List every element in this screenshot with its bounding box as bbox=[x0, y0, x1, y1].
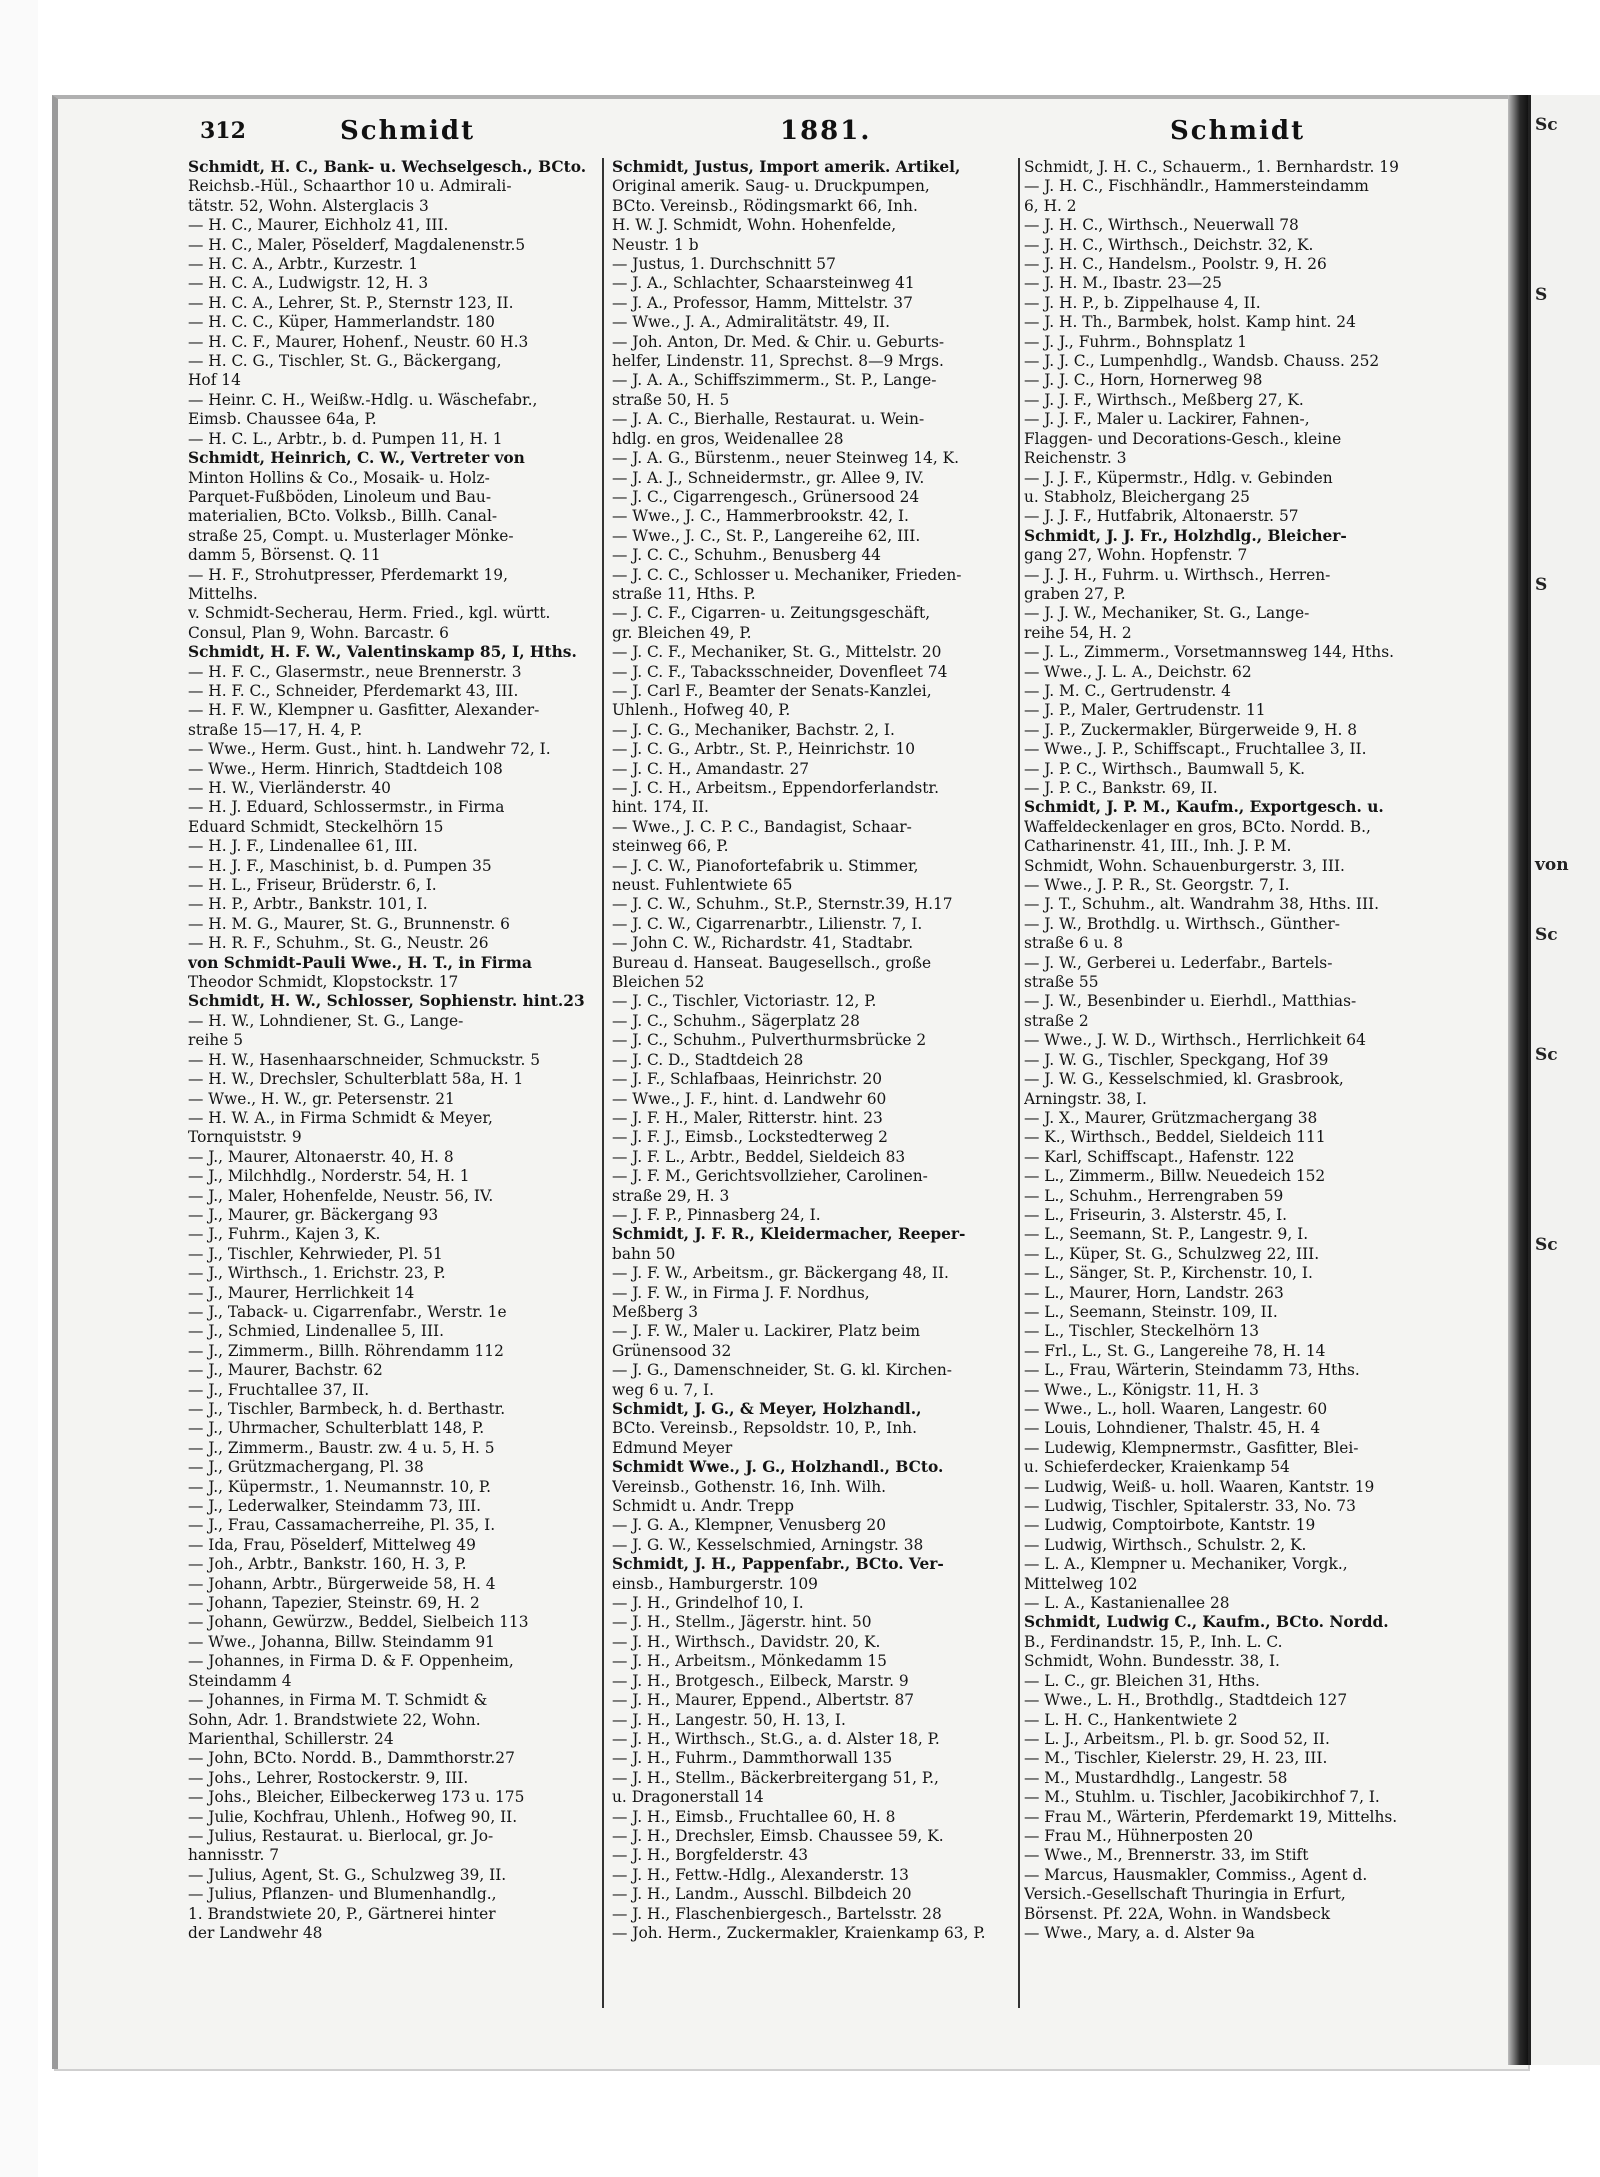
next-page-fragment: Sc bbox=[1535, 1235, 1558, 1255]
directory-entry: — L., Küper, St. G., Schulzweg 22, III. bbox=[1024, 1244, 1320, 1263]
directory-entry: reihe 5 bbox=[188, 1031, 244, 1050]
directory-entry: — J. A. G., Bürstenm., neuer Steinweg 14, K. bbox=[612, 449, 960, 468]
directory-entry: — Frl., L., St. G., Langereihe 78, H. 14 bbox=[1024, 1341, 1326, 1360]
directory-entry: Eimsb. Chaussee 64a, P. bbox=[188, 410, 377, 429]
directory-entry: Mittelhs. bbox=[188, 584, 258, 603]
directory-entry: Schmidt, Ludwig C., Kaufm., BCto. Nordd. bbox=[1024, 1613, 1389, 1632]
directory-entry: — L., Sänger, St. P., Kirchenstr. 10, I. bbox=[1024, 1264, 1313, 1283]
directory-entry: — H. P., Arbtr., Bankstr. 101, I. bbox=[188, 895, 428, 914]
page-number: 312 bbox=[200, 118, 246, 144]
directory-entry: — K., Wirthsch., Beddel, Sieldeich 111 bbox=[1024, 1128, 1326, 1147]
directory-entry: von Schmidt-Pauli Wwe., H. T., in Firma bbox=[188, 953, 532, 972]
directory-entry: — J. H., Stellm., Jägerstr. hint. 50 bbox=[612, 1613, 872, 1632]
scan-margin bbox=[0, 0, 38, 2177]
directory-entry: — J. G., Damenschneider, St. G. kl. Kirchen- bbox=[612, 1361, 952, 1380]
directory-entry: — J. C., Schuhm., Pulverthurmsbrücke 2 bbox=[612, 1031, 927, 1050]
directory-entry: — Wwe., J. W. D., Wirthsch., Herrlichkeit 64 bbox=[1024, 1031, 1366, 1050]
directory-entry: — L., Tischler, Steckelhörn 13 bbox=[1024, 1322, 1260, 1341]
directory-entry: — J. J. C., Horn, Hornerweg 98 bbox=[1024, 371, 1263, 390]
directory-entry: Schmidt, Wohn. Schauenburgerstr. 3, III. bbox=[1024, 856, 1345, 875]
directory-entry: — H. F. C., Glasermstr., neue Brennerstr. 3 bbox=[188, 662, 522, 681]
directory-entry: — J. H., Arbeitsm., Mönkedamm 15 bbox=[612, 1652, 887, 1671]
directory-entry: — J. A., Schlachter, Schaarsteinweg 41 bbox=[612, 274, 915, 293]
directory-entry: Börsenst. Pf. 22A, Wohn. in Wandsbeck bbox=[1024, 1904, 1331, 1923]
directory-entry: Mittelweg 102 bbox=[1024, 1574, 1138, 1593]
directory-entry: — Marcus, Hausmakler, Commiss., Agent d. bbox=[1024, 1865, 1368, 1884]
directory-entry: — H. W. A., in Firma Schmidt & Meyer, bbox=[188, 1108, 493, 1127]
directory-entry: — Johann, Gewürzw., Beddel, Sielbeich 113 bbox=[188, 1613, 529, 1632]
directory-entry: — J. M. C., Gertrudenstr. 4 bbox=[1024, 681, 1231, 700]
directory-entry: — Heinr. C. H., Weißw.-Hdlg. u. Wäschefabr., bbox=[188, 390, 538, 409]
next-page-fragment: Sc bbox=[1535, 925, 1558, 945]
directory-entry: — J. H. C., Fischhändlr., Hammersteindamm bbox=[1024, 177, 1369, 196]
directory-entry: — H. L., Friseur, Brüderstr. 6, I. bbox=[188, 876, 437, 895]
directory-entry: — L. C., gr. Bleichen 31, Hths. bbox=[1024, 1671, 1260, 1690]
directory-entry: Schmidt, J. J. Fr., Holzhdlg., Bleicher- bbox=[1024, 526, 1347, 545]
directory-entry: — J. C. G., Arbtr., St. P., Heinrichstr. 10 bbox=[612, 740, 916, 759]
directory-entry: — Wwe., Herm. Hinrich, Stadtdeich 108 bbox=[188, 759, 503, 778]
directory-entry: — H. C., Maler, Pöselderf, Magdalenenstr.5 bbox=[188, 235, 526, 254]
next-page-fragment: S bbox=[1535, 575, 1548, 595]
directory-entry: straße 2 bbox=[1024, 1011, 1089, 1030]
directory-entry: — J. P. C., Wirthsch., Baumwall 5, K. bbox=[1024, 759, 1306, 778]
directory-entry: — L., Seemann, St. P., Langestr. 9, I. bbox=[1024, 1225, 1309, 1244]
directory-entry: straße 55 bbox=[1024, 973, 1099, 992]
directory-entry: Steindamm 4 bbox=[188, 1671, 292, 1690]
directory-entry: Grünensood 32 bbox=[612, 1341, 732, 1360]
directory-entry: — L. A., Kastanienallee 28 bbox=[1024, 1594, 1230, 1613]
directory-entry: — Julius, Agent, St. G., Schulzweg 39, II. bbox=[188, 1865, 507, 1884]
directory-entry: — J. C. H., Amandastr. 27 bbox=[612, 759, 810, 778]
directory-entry: — J. C. C., Schuhm., Benusberg 44 bbox=[612, 546, 881, 565]
directory-entry: Marienthal, Schillerstr. 24 bbox=[188, 1729, 394, 1748]
directory-entry: u. Schieferdecker, Kraienkamp 54 bbox=[1024, 1458, 1290, 1477]
directory-entry: — J. F. L., Arbtr., Beddel, Sieldeich 83 bbox=[612, 1147, 906, 1166]
directory-entry: — J. H., Grindelhof 10, I. bbox=[612, 1594, 804, 1613]
directory-entry: — Louis, Lohndiener, Thalstr. 45, H. 4 bbox=[1024, 1419, 1321, 1438]
directory-entry: — M., Mustardhdlg., Langestr. 58 bbox=[1024, 1768, 1288, 1787]
directory-entry: — J. C. F., Tabacksschneider, Dovenfleet 74 bbox=[612, 662, 948, 681]
directory-entry: Parquet-Fußböden, Linoleum und Bau- bbox=[188, 487, 492, 506]
directory-entry: — J. H. C., Handelsm., Poolstr. 9, H. 26 bbox=[1024, 255, 1327, 274]
directory-entry: — H. C. G., Tischler, St. G., Bäckergang, bbox=[188, 352, 502, 371]
directory-entry: — Julie, Kochfrau, Uhlenh., Hofweg 90, II. bbox=[188, 1807, 518, 1826]
directory-entry: — J., Maurer, Altonaerstr. 40, H. 8 bbox=[188, 1147, 454, 1166]
directory-entry: hdlg. en gros, Weidenallee 28 bbox=[612, 429, 844, 448]
directory-entry: straße 50, H. 5 bbox=[612, 390, 730, 409]
book-gutter bbox=[1508, 95, 1528, 2065]
directory-entry: — H. C., Maurer, Eichholz 41, III. bbox=[188, 216, 449, 235]
directory-entry: — H. J. Eduard, Schlossermstr., in Firma bbox=[188, 798, 505, 817]
directory-entry: — J. H. Th., Barmbek, holst. Kamp hint. 24 bbox=[1024, 313, 1356, 332]
directory-entry: — J. C., Schuhm., Sägerplatz 28 bbox=[612, 1011, 860, 1030]
directory-entry: — H. W., Lohndiener, St. G., Lange- bbox=[188, 1011, 464, 1030]
directory-entry: — J. C. D., Stadtdeich 28 bbox=[612, 1050, 804, 1069]
directory-entry: — L. A., Klempner u. Mechaniker, Vorgk., bbox=[1024, 1555, 1348, 1574]
directory-entry: — J. H., Maurer, Eppend., Albertstr. 87 bbox=[612, 1691, 915, 1710]
directory-entry: Sohn, Adr. 1. Brandstwiete 22, Wohn. bbox=[188, 1710, 481, 1729]
directory-entry: BCto. Vereinsb., Repsoldstr. 10, P., Inh. bbox=[612, 1419, 917, 1438]
directory-entry: — Johannes, in Firma M. T. Schmidt & bbox=[188, 1691, 488, 1710]
directory-entry: der Landwehr 48 bbox=[188, 1923, 323, 1942]
directory-entry: — J. H., Eimsb., Fruchtallee 60, H. 8 bbox=[612, 1807, 896, 1826]
directory-entry: — Wwe., Herm. Gust., hint. h. Landwehr 72, I. bbox=[188, 740, 551, 759]
directory-entry: — Ludwig, Tischler, Spitalerstr. 33, No. 73 bbox=[1024, 1497, 1356, 1516]
directory-entry: — J., Maurer, gr. Bäckergang 93 bbox=[188, 1205, 439, 1224]
directory-entry: — H. W., Drechsler, Schulterblatt 58a, H. 1 bbox=[188, 1070, 524, 1089]
directory-entry: — H. C. A., Arbtr., Kurzestr. 1 bbox=[188, 255, 419, 274]
directory-entry: — J. C. G., Mechaniker, Bachstr. 2, I. bbox=[612, 720, 895, 739]
directory-entry: Neustr. 1 b bbox=[612, 235, 699, 254]
directory-entry: — J. C. W., Cigarrenarbtr., Lilienstr. 7, I. bbox=[612, 914, 923, 933]
directory-entry: — J. H., Wirthsch., St.G., a. d. Alster 18, P. bbox=[612, 1729, 940, 1748]
directory-entry: materialien, BCto. Volksb., Billh. Canal- bbox=[188, 507, 498, 526]
directory-entry: — Wwe., J. L. A., Deichstr. 62 bbox=[1024, 662, 1252, 681]
directory-entry: — J. F., Schlafbaas, Heinrichstr. 20 bbox=[612, 1070, 883, 1089]
directory-entry: Versich.-Gesellschaft Thuringia in Erfurt, bbox=[1024, 1885, 1346, 1904]
directory-entry: — Johs., Lehrer, Rostockerstr. 9, III. bbox=[188, 1768, 469, 1787]
directory-entry: — J. X., Maurer, Grützmachergang 38 bbox=[1024, 1108, 1318, 1127]
directory-entry: — J., Uhrmacher, Schulterblatt 148, P. bbox=[188, 1419, 485, 1438]
directory-entry: — L., Friseurin, 3. Alsterstr. 45, I. bbox=[1024, 1205, 1288, 1224]
directory-entry: — J. J. F., Maler u. Lackirer, Fahnen-, bbox=[1024, 410, 1310, 429]
directory-entry: — J. A., Professor, Hamm, Mittelstr. 37 bbox=[612, 293, 913, 312]
page-header bbox=[60, 112, 1500, 152]
directory-entry: — Ludewig, Klempnermstr., Gasfitter, Blei- bbox=[1024, 1438, 1359, 1457]
directory-entry: H. W. J. Schmidt, Wohn. Hohenfelde, bbox=[612, 216, 897, 235]
directory-entry: — J. C., Cigarrengesch., Grünersood 24 bbox=[612, 487, 920, 506]
directory-entry: — J. F. J., Eimsb., Lockstedterweg 2 bbox=[612, 1128, 888, 1147]
directory-entry: — J. Carl F., Beamter der Senats-Kanzlei, bbox=[612, 681, 932, 700]
directory-entry: — John C. W., Richardstr. 41, Stadtabr. bbox=[612, 934, 914, 953]
directory-entry: — J. T., Schuhm., alt. Wandrahm 38, Hths. III. bbox=[1024, 895, 1380, 914]
directory-entry: — H. W., Hasenhaarschneider, Schmuckstr. 5 bbox=[188, 1050, 541, 1069]
directory-entry: — Wwe., L., Königstr. 11, H. 3 bbox=[1024, 1380, 1259, 1399]
directory-entry: straße 6 u. 8 bbox=[1024, 934, 1124, 953]
directory-entry: — J. C. F., Mechaniker, St. G., Mittelstr. 20 bbox=[612, 643, 942, 662]
directory-entry: Theodor Schmidt, Klopstockstr. 17 bbox=[188, 973, 459, 992]
directory-entry: Catharinenstr. 41, III., Inh. J. P. M. bbox=[1024, 837, 1292, 856]
directory-entry: — J. C. C., Schlosser u. Mechaniker, Frieden- bbox=[612, 565, 962, 584]
directory-entry: — M., Tischler, Kielerstr. 29, H. 23, III. bbox=[1024, 1749, 1328, 1768]
directory-entry: Schmidt, Justus, Import amerik. Artikel, bbox=[612, 158, 961, 176]
directory-entry: — J. C. F., Cigarren- u. Zeitungsgeschäft, bbox=[612, 604, 931, 623]
directory-entry: Bureau d. Hanseat. Baugesellsch., große bbox=[612, 953, 932, 972]
directory-entry: — L., Schuhm., Herrengraben 59 bbox=[1024, 1186, 1284, 1205]
directory-entry: — J. F. W., Maler u. Lackirer, Platz beim bbox=[612, 1322, 921, 1341]
next-page-fragment: Sc bbox=[1535, 115, 1558, 135]
directory-entry: — J. H., Landm., Ausschl. Bilbdeich 20 bbox=[612, 1885, 912, 1904]
directory-entry: Arningstr. 38, I. bbox=[1024, 1089, 1147, 1108]
directory-entry: Schmidt Wwe., J. G., Holzhandl., BCto. bbox=[612, 1458, 944, 1477]
directory-entry: — J. P., Zuckermakler, Bürgerweide 9, H. 8 bbox=[1024, 720, 1358, 739]
directory-entry: — J. C., Tischler, Victoriastr. 12, P. bbox=[612, 992, 877, 1011]
directory-entry: hint. 174, II. bbox=[612, 798, 709, 817]
directory-entry: — J., Frau, Cassamacherreihe, Pl. 35, I. bbox=[188, 1516, 496, 1535]
directory-entry: straße 29, H. 3 bbox=[612, 1186, 730, 1205]
directory-entry: — J. F. W., in Firma J. F. Nordhus, bbox=[612, 1283, 870, 1302]
directory-entry: — J. H. M., Ibastr. 23—25 bbox=[1024, 274, 1222, 293]
directory-entry: — J., Fruchtallee 37, II. bbox=[188, 1380, 370, 1399]
directory-entry: — J. A. C., Bierhalle, Restaurat. u. Wein- bbox=[612, 410, 925, 429]
directory-entry: 1. Brandstwiete 20, P., Gärtnerei hinter bbox=[188, 1904, 496, 1923]
year-heading: 1881. bbox=[780, 116, 872, 146]
directory-entry: — J. P., Maler, Gertrudenstr. 11 bbox=[1024, 701, 1266, 720]
directory-entry: — H. C. F., Maurer, Hohenf., Neustr. 60 H.3 bbox=[188, 332, 529, 351]
directory-entry: — J. C. H., Arbeitsm., Eppendorferlandstr. bbox=[612, 779, 939, 797]
directory-entry: — J., Fuhrm., Kajen 3, K. bbox=[188, 1225, 381, 1244]
directory-entry: — Wwe., J. C., St. P., Langereihe 62, III. bbox=[612, 526, 921, 545]
directory-entry: — Joh. Anton, Dr. Med. & Chir. u. Geburts- bbox=[612, 332, 945, 351]
directory-entry: — John, BCto. Nordd. B., Dammthorstr.27 bbox=[188, 1749, 515, 1768]
directory-entry: Tornquiststr. 9 bbox=[188, 1128, 302, 1147]
directory-entry: u. Dragonerstall 14 bbox=[612, 1788, 764, 1807]
directory-entry: — Johann, Tapezier, Steinstr. 69, H. 2 bbox=[188, 1594, 480, 1613]
directory-entry: Vereinsb., Gothenstr. 16, Inh. Wilh. bbox=[612, 1477, 887, 1496]
directory-entry: weg 6 u. 7, I. bbox=[612, 1380, 714, 1399]
directory-entry: — J. H., Fettw.-Hdlg., Alexanderstr. 13 bbox=[612, 1865, 909, 1884]
directory-entry: — J. H., Flaschenbiergesch., Bartelsstr. 28 bbox=[612, 1904, 942, 1923]
directory-entry: — J. A. J., Schneidermstr., gr. Allee 9, IV. bbox=[612, 468, 925, 487]
directory-entry: — J., Maurer, Bachstr. 62 bbox=[188, 1361, 383, 1380]
directory-entry: 6, H. 2 bbox=[1024, 196, 1077, 215]
directory-entry: B., Ferdinandstr. 15, P., Inh. L. C. bbox=[1024, 1632, 1283, 1651]
directory-entry: Eduard Schmidt, Steckelhörn 15 bbox=[188, 817, 444, 836]
directory-entry: — H. C. L., Arbtr., b. d. Pumpen 11, H. 1 bbox=[188, 429, 503, 448]
directory-entry: Hof 14 bbox=[188, 371, 241, 390]
directory-entry: — J. J. F., Wirthsch., Meßberg 27, K. bbox=[1024, 390, 1304, 409]
directory-entry: helfer, Lindenstr. 11, Sprechst. 8—9 Mrgs. bbox=[612, 352, 944, 371]
directory-entry: — J. H., Stellm., Bäckerbreitergang 51, P., bbox=[612, 1768, 939, 1787]
directory-entry: — H. F. C., Schneider, Pferdemarkt 43, III. bbox=[188, 681, 519, 700]
directory-entry: — Ida, Frau, Pöselderf, Mittelweg 49 bbox=[188, 1535, 476, 1554]
directory-entry: — Ludwig, Weiß- u. holl. Waaren, Kantstr. 19 bbox=[1024, 1477, 1375, 1496]
directory-entry: einsb., Hamburgerstr. 109 bbox=[612, 1574, 818, 1593]
left-running-head: Schmidt bbox=[340, 116, 476, 146]
directory-entry: — J. W., Gerberei u. Lederfabr., Bartels- bbox=[1024, 953, 1333, 972]
directory-entry: — M., Stuhlm. u. Tischler, Jacobikirchhof 7, I. bbox=[1024, 1788, 1380, 1807]
directory-entry: — J. H., Langestr. 50, H. 13, I. bbox=[612, 1710, 846, 1729]
directory-entry: — J. P. C., Bankstr. 69, II. bbox=[1024, 779, 1218, 797]
directory-entry: bahn 50 bbox=[612, 1244, 676, 1263]
next-page-fragment: von bbox=[1535, 855, 1569, 875]
directory-entry: Uhlenh., Hofweg 40, P. bbox=[612, 701, 791, 720]
directory-entry: — L., Zimmerm., Billw. Neuedeich 152 bbox=[1024, 1167, 1326, 1186]
directory-entry: reihe 54, H. 2 bbox=[1024, 623, 1132, 642]
directory-entry: — J. H. C., Wirthsch., Neuerwall 78 bbox=[1024, 216, 1299, 235]
directory-entry: — J. A. A., Schiffszimmerm., St. P., Lange- bbox=[612, 371, 937, 390]
column-rule bbox=[602, 158, 604, 2008]
directory-entry: steinweg 66, P. bbox=[612, 837, 729, 856]
directory-entry: gr. Bleichen 49, P. bbox=[612, 623, 752, 642]
directory-entry: — Wwe., J. P. R., St. Georgstr. 7, I. bbox=[1024, 876, 1290, 895]
directory-entry: — J. H. C., Wirthsch., Deichstr. 32, K. bbox=[1024, 235, 1314, 254]
directory-entry: — J. G. A., Klempner, Venusberg 20 bbox=[612, 1516, 886, 1535]
directory-entry: — H. M. G., Maurer, St. G., Brunnenstr. 6 bbox=[188, 914, 510, 933]
directory-entry: graben 27, P. bbox=[1024, 584, 1126, 603]
directory-entry: Meßberg 3 bbox=[612, 1302, 699, 1321]
directory-entry: — Ludwig, Comptoirbote, Kantstr. 19 bbox=[1024, 1516, 1316, 1535]
directory-entry: — Joh. Herm., Zuckermakler, Kraienkamp 63, P. bbox=[612, 1923, 986, 1942]
directory-entry: — H. C. C., Küper, Hammerlandstr. 180 bbox=[188, 313, 495, 332]
directory-entry: — Wwe., J. C., Hammerbrookstr. 42, I. bbox=[612, 507, 909, 526]
directory-entry: — H. F. W., Klempner u. Gasfitter, Alexander- bbox=[188, 701, 540, 720]
directory-entry: — J., Wirthsch., 1. Erichstr. 23, P. bbox=[188, 1264, 446, 1283]
directory-entry: v. Schmidt-Secherau, Herm. Fried., kgl. württ. bbox=[188, 604, 551, 623]
directory-entry: Schmidt, J. H. C., Schauerm., 1. Bernhardstr. 19 bbox=[1024, 158, 1399, 176]
directory-entry: — Wwe., J. C. P. C., Bandagist, Schaar- bbox=[612, 817, 912, 836]
directory-entry: — H. C. A., Lehrer, St. P., Sternstr 123, II. bbox=[188, 293, 514, 312]
directory-entry: BCto. Vereinsb., Rödingsmarkt 66, Inh. bbox=[612, 196, 918, 215]
directory-entry: Schmidt u. Andr. Trepp bbox=[612, 1497, 794, 1516]
directory-entry: — H. C. A., Ludwigstr. 12, H. 3 bbox=[188, 274, 429, 293]
directory-column-3 bbox=[1024, 158, 1502, 2038]
directory-entry: straße 11, Hths. P. bbox=[612, 584, 756, 603]
directory-entry: — Wwe., M., Brennerstr. 33, im Stift bbox=[1024, 1846, 1309, 1865]
directory-entry: — J. W., Besenbinder u. Eierhdl., Matthias- bbox=[1024, 992, 1357, 1011]
directory-entry: — Frau M., Hühnerposten 20 bbox=[1024, 1826, 1254, 1845]
next-page-fragment: S bbox=[1535, 285, 1548, 305]
directory-entry: — H. W., Vierländerstr. 40 bbox=[188, 779, 391, 797]
directory-entry: Schmidt, H. C., Bank- u. Wechselgesch., BCto. bbox=[188, 158, 586, 176]
directory-entry: — Wwe., J. P., Schiffscapt., Fruchtallee 3, II. bbox=[1024, 740, 1367, 759]
directory-entry: — J., Taback- u. Cigarrenfabr., Werstr. 1e bbox=[188, 1302, 507, 1321]
directory-entry: Schmidt, Heinrich, C. W., Vertreter von bbox=[188, 449, 525, 468]
directory-entry: — J. J. W., Mechaniker, St. G., Lange- bbox=[1024, 604, 1310, 623]
directory-entry: — J. H., Borgfelderstr. 43 bbox=[612, 1846, 809, 1865]
directory-entry: — J. J., Fuhrm., Bohnsplatz 1 bbox=[1024, 332, 1248, 351]
directory-entry: — Frau M., Wärterin, Pferdemarkt 19, Mittelhs. bbox=[1024, 1807, 1398, 1826]
directory-entry: — J., Schmied, Lindenallee 5, III. bbox=[188, 1322, 445, 1341]
directory-entry: — J. J. H., Fuhrm. u. Wirthsch., Herren- bbox=[1024, 565, 1331, 584]
directory-entry: — Karl, Schiffscapt., Hafenstr. 122 bbox=[1024, 1147, 1295, 1166]
directory-entry: — J. L., Zimmerm., Vorsetmannsweg 144, Hths. bbox=[1024, 643, 1394, 662]
directory-entry: — Julius, Pflanzen- und Blumenhandlg., bbox=[188, 1885, 497, 1904]
directory-entry: — H. J. F., Lindenallee 61, III. bbox=[188, 837, 418, 856]
directory-entry: — J., Küpermstr., 1. Neumannstr. 10, P. bbox=[188, 1477, 492, 1496]
directory-entry: — J., Zimmerm., Billh. Röhrendamm 112 bbox=[188, 1341, 504, 1360]
directory-entry: — J. H. P., b. Zippelhause 4, II. bbox=[1024, 293, 1261, 312]
directory-entry: — Wwe., J. F., hint. d. Landwehr 60 bbox=[612, 1089, 887, 1108]
directory-entry: — L., Seemann, Steinstr. 109, II. bbox=[1024, 1302, 1278, 1321]
directory-entry: Schmidt, J. H., Pappenfabr., BCto. Ver- bbox=[612, 1555, 944, 1574]
directory-entry: — J., Zimmerm., Baustr. zw. 4 u. 5, H. 5 bbox=[188, 1438, 495, 1457]
directory-entry: damm 5, Börsenst. Q. 11 bbox=[188, 546, 381, 565]
directory-entry: Flaggen- und Decorations-Gesch., kleine bbox=[1024, 429, 1342, 448]
next-page-fragment: Sc bbox=[1535, 1045, 1558, 1065]
directory-entry: — J. H., Brotgesch., Eilbeck, Marstr. 9 bbox=[612, 1671, 909, 1690]
directory-entry: — J. J. C., Lumpenhdlg., Wandsb. Chauss. 252 bbox=[1024, 352, 1380, 371]
directory-entry: — J. W. G., Tischler, Speckgang, Hof 39 bbox=[1024, 1050, 1329, 1069]
directory-entry: Schmidt, J. F. R., Kleidermacher, Reeper- bbox=[612, 1225, 966, 1244]
directory-entry: — J., Maler, Hohenfelde, Neustr. 56, IV. bbox=[188, 1186, 494, 1205]
directory-entry: — Joh., Arbtr., Bankstr. 160, H. 3, P. bbox=[188, 1555, 467, 1574]
directory-entry: — L., Frau, Wärterin, Steindamm 73, Hths. bbox=[1024, 1361, 1360, 1380]
directory-entry: — L. H. C., Hankentwiete 2 bbox=[1024, 1710, 1238, 1729]
directory-entry: straße 15—17, H. 4, P. bbox=[188, 720, 363, 739]
directory-entry: — J. H., Wirthsch., Davidstr. 20, K. bbox=[612, 1632, 881, 1651]
directory-entry: — J. W. G., Kesselschmied, kl. Grasbrook, bbox=[1024, 1070, 1344, 1089]
directory-entry: — J., Maurer, Herrlichkeit 14 bbox=[188, 1283, 415, 1302]
directory-entry: neust. Fuhlentwiete 65 bbox=[612, 876, 793, 895]
directory-entry: — H. F., Strohutpresser, Pferdemarkt 19, bbox=[188, 565, 508, 584]
directory-entry: — J. C. W., Schuhm., St.P., Sternstr.39, H.17 bbox=[612, 895, 953, 914]
directory-entry: — J. F. H., Maler, Ritterstr. hint. 23 bbox=[612, 1108, 883, 1127]
directory-entry: Schmidt, J. P. M., Kaufm., Exportgesch. u. bbox=[1024, 798, 1384, 817]
directory-entry: gang 27, Wohn. Hopfenstr. 7 bbox=[1024, 546, 1248, 565]
directory-entry: Consul, Plan 9, Wohn. Barcastr. 6 bbox=[188, 623, 449, 642]
directory-entry: — H. R. F., Schuhm., St. G., Neustr. 26 bbox=[188, 934, 489, 953]
right-running-head: Schmidt bbox=[1170, 116, 1306, 146]
directory-entry: Schmidt, Wohn. Bundesstr. 38, I. bbox=[1024, 1652, 1280, 1671]
directory-entry: — J., Grützmachergang, Pl. 38 bbox=[188, 1458, 424, 1477]
directory-entry: — Wwe., Johanna, Billw. Steindamm 91 bbox=[188, 1632, 495, 1651]
directory-entry: — Johs., Bleicher, Eilbeckerweg 173 u. 175 bbox=[188, 1788, 525, 1807]
directory-entry: tätstr. 52, Wohn. Alsterglacis 3 bbox=[188, 196, 429, 215]
directory-entry: — Julius, Restaurat. u. Bierlocal, gr. Jo- bbox=[188, 1826, 494, 1845]
directory-entry: — J. H., Fuhrm., Dammthorwall 135 bbox=[612, 1749, 893, 1768]
directory-entry: Original amerik. Saug- u. Druckpumpen, bbox=[612, 177, 930, 196]
directory-entry: u. Stabholz, Bleichergang 25 bbox=[1024, 487, 1250, 506]
directory-entry: — J. F. P., Pinnasberg 24, I. bbox=[612, 1205, 821, 1224]
directory-entry: — Johannes, in Firma D. & F. Oppenheim, bbox=[188, 1652, 514, 1671]
directory-entry: — Wwe., L. H., Brothdlg., Stadtdeich 127 bbox=[1024, 1691, 1348, 1710]
directory-column-1 bbox=[188, 158, 586, 2038]
directory-entry: — J. F. W., Arbeitsm., gr. Bäckergang 48, II. bbox=[612, 1264, 949, 1283]
directory-entry: Schmidt, J. G., & Meyer, Holzhandl., bbox=[612, 1400, 922, 1418]
directory-entry: Schmidt, H. W., Schlosser, Sophienstr. hint.23 bbox=[188, 992, 585, 1011]
directory-entry: Reichsb.-Hül., Schaarthor 10 u. Admirali- bbox=[188, 177, 512, 196]
directory-entry: — Wwe., H. W., gr. Petersenstr. 21 bbox=[188, 1089, 455, 1108]
directory-entry: — J., Tischler, Barmbeck, h. d. Berthastr. bbox=[188, 1400, 506, 1418]
directory-entry: — J., Lederwalker, Steindamm 73, III. bbox=[188, 1497, 482, 1516]
directory-entry: — Ludwig, Wirthsch., Schulstr. 2, K. bbox=[1024, 1535, 1307, 1554]
next-page-edge bbox=[1528, 95, 1600, 2065]
directory-entry: — Justus, 1. Durchschnitt 57 bbox=[612, 255, 836, 274]
directory-entry: — J. G. W., Kesselschmied, Arningstr. 38 bbox=[612, 1535, 924, 1554]
directory-entry: — J., Milchhdlg., Norderstr. 54, H. 1 bbox=[188, 1167, 470, 1186]
directory-entry: Reichenstr. 3 bbox=[1024, 449, 1127, 468]
directory-entry: — Wwe., Mary, a. d. Alster 9a bbox=[1024, 1923, 1255, 1942]
directory-entry: Bleichen 52 bbox=[612, 973, 705, 992]
directory-entry: hannisstr. 7 bbox=[188, 1846, 280, 1865]
directory-entry: — Wwe., L., holl. Waaren, Langestr. 60 bbox=[1024, 1400, 1328, 1418]
directory-entry: — H. J. F., Maschinist, b. d. Pumpen 35 bbox=[188, 856, 492, 875]
directory-entry: Schmidt, H. F. W., Valentinskamp 85, I, Hths. bbox=[188, 643, 577, 662]
directory-entry: straße 25, Compt. u. Musterlager Mönke- bbox=[188, 526, 514, 545]
directory-entry: — J. C. W., Pianofortefabrik u. Stimmer, bbox=[612, 856, 919, 875]
directory-entry: Waffeldeckenlager en gros, BCto. Nordd. B., bbox=[1024, 817, 1371, 836]
directory-entry: Edmund Meyer bbox=[612, 1438, 733, 1457]
directory-entry: — J. H., Drechsler, Eimsb. Chaussee 59, K. bbox=[612, 1826, 944, 1845]
directory-entry: — J., Tischler, Kehrwieder, Pl. 51 bbox=[188, 1244, 443, 1263]
directory-entry: — Johann, Arbtr., Bürgerweide 58, H. 4 bbox=[188, 1574, 496, 1593]
directory-entry: — Wwe., J. A., Admiralitätstr. 49, II. bbox=[612, 313, 890, 332]
directory-column-2 bbox=[612, 158, 1014, 2038]
column-rule bbox=[1018, 158, 1020, 2008]
directory-entry: — J. J. F., Küpermstr., Hdlg. v. Gebinden bbox=[1024, 468, 1333, 487]
directory-entry: Minton Hollins & Co., Mosaik- u. Holz- bbox=[188, 468, 490, 487]
directory-entry: — J. F. M., Gerichtsvollzieher, Carolinen- bbox=[612, 1167, 928, 1186]
directory-entry: — L., Maurer, Horn, Landstr. 263 bbox=[1024, 1283, 1284, 1302]
directory-entry: — L. J., Arbeitsm., Pl. b. gr. Sood 52, II. bbox=[1024, 1729, 1330, 1748]
directory-entry: — J. J. F., Hutfabrik, Altonaerstr. 57 bbox=[1024, 507, 1299, 526]
directory-entry: — J. W., Brothdlg. u. Wirthsch., Günther- bbox=[1024, 914, 1340, 933]
